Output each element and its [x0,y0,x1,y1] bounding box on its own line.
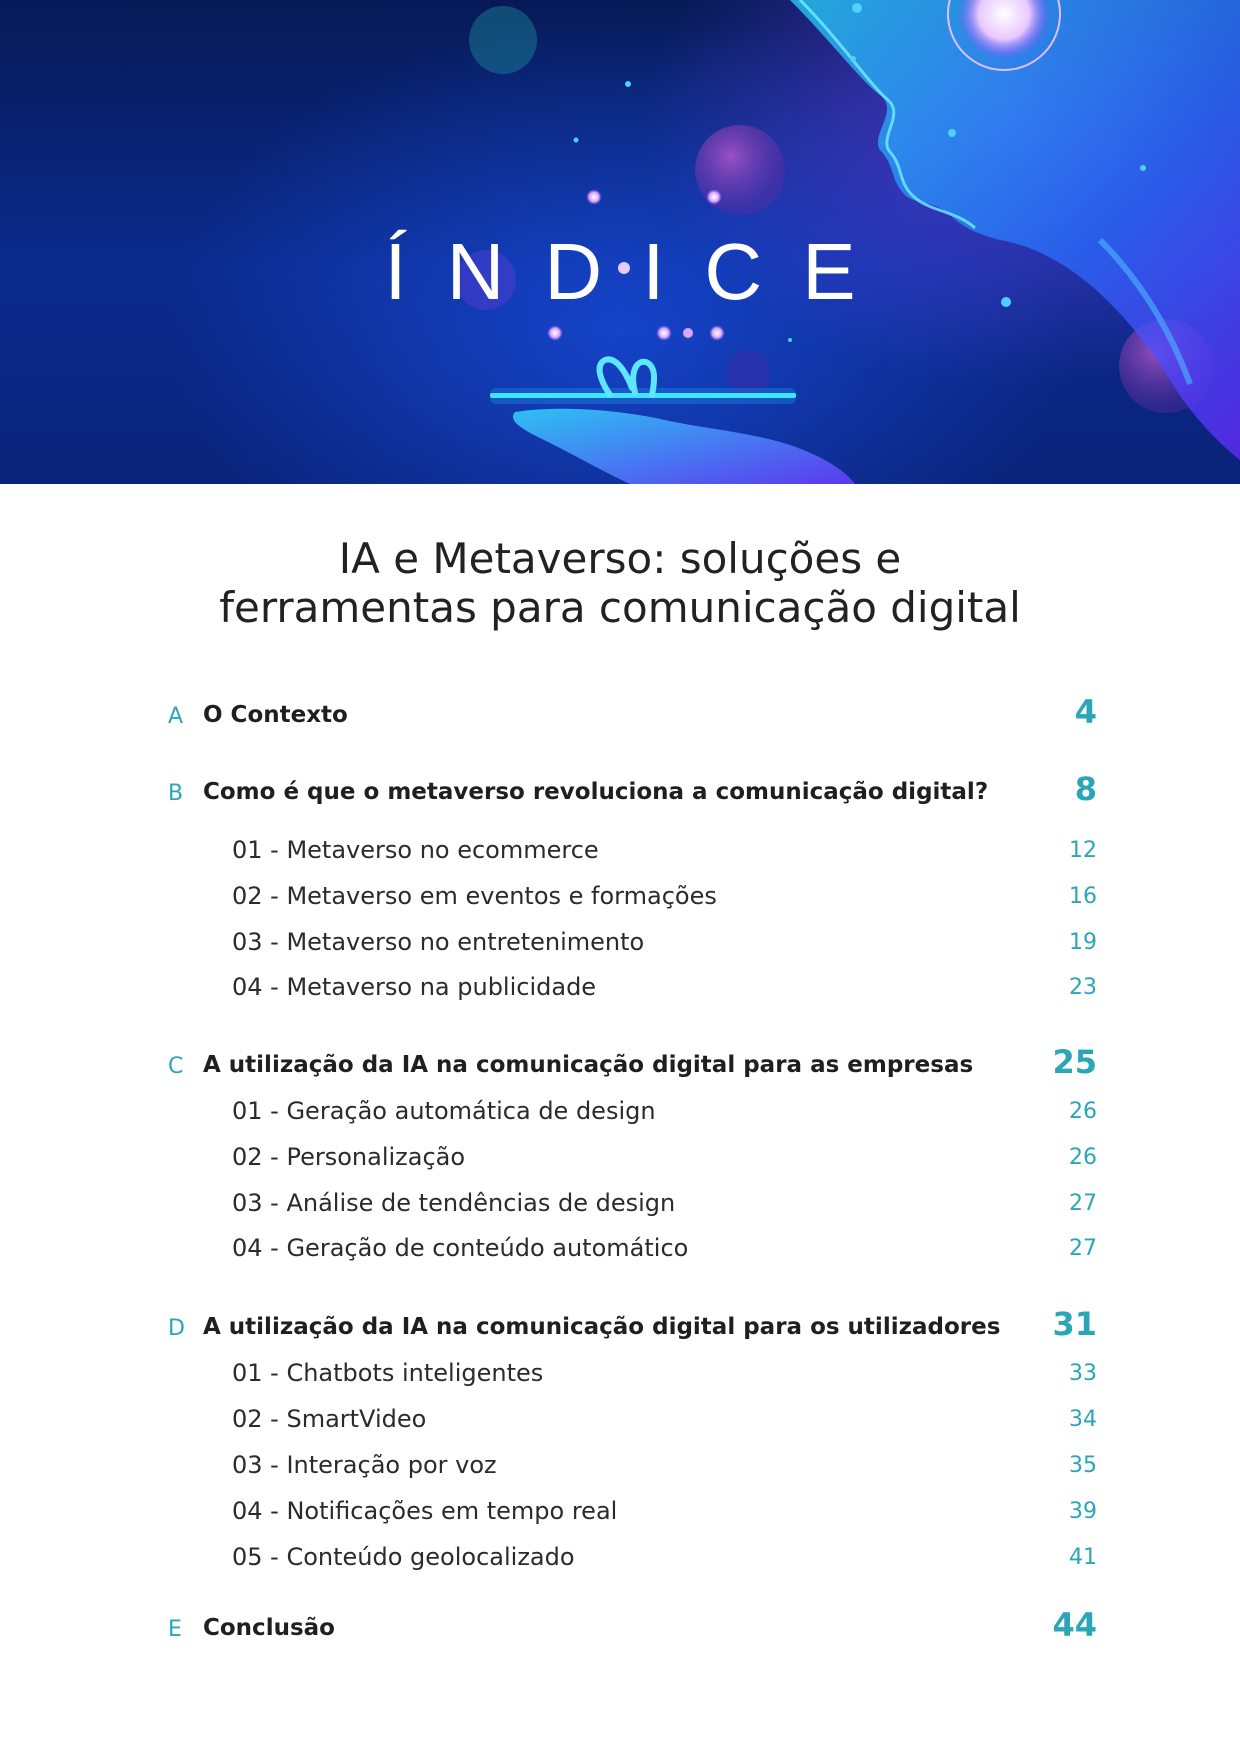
item-page: 41 [1069,1545,1097,1570]
item-page: 26 [1069,1099,1097,1124]
item-page: 19 [1069,930,1097,955]
item-page: 23 [1069,975,1097,1000]
section-page: 25 [1052,1043,1097,1081]
item-title: 04 - Geração de conteúdo automático [232,1234,689,1262]
item-title: 01 - Metaverso no ecommerce [232,836,599,864]
section-letter: C [168,1054,184,1079]
document-title [0,534,1240,632]
item-page: 35 [1069,1453,1097,1478]
item-page: 39 [1069,1499,1097,1524]
item-title: 01 - Chatbots inteligentes [232,1359,544,1387]
item-page: 12 [1069,838,1097,863]
section-title: Como é que o metaverso revoluciona a comunicação digital? [203,779,989,805]
document-title-line-1: IA e Metaverso: soluções e [338,534,902,583]
section-page: 4 [1074,693,1097,731]
item-page: 26 [1069,1145,1097,1170]
item-title: 02 - Personalização [232,1143,466,1171]
item-title: 04 - Notificações em tempo real [232,1497,618,1525]
section-letter: A [168,704,184,729]
item-title: 02 - SmartVideo [232,1405,427,1433]
item-page: 16 [1069,884,1097,909]
section-title: O Contexto [203,702,348,728]
item-page: 27 [1069,1236,1097,1261]
section-page: 8 [1074,770,1097,808]
item-title: 03 - Interação por voz [232,1451,497,1479]
section-title: Conclusão [203,1615,335,1641]
section-letter: E [168,1617,182,1642]
document-title-line-2: ferramentas para comunicação digital [219,583,1021,632]
item-title: 05 - Conteúdo geolocalizado [232,1543,575,1571]
item-page: 27 [1069,1191,1097,1216]
section-title: A utilização da IA na comunicação digital para os utilizadores [203,1314,1001,1340]
item-page: 34 [1069,1407,1097,1432]
hero-banner [0,0,1240,484]
item-title: 03 - Metaverso no entretenimento [232,928,645,956]
section-title: A utilização da IA na comunicação digital para as empresas [203,1052,974,1078]
item-title: 04 - Metaverso na publicidade [232,973,597,1001]
section-page: 44 [1052,1606,1097,1644]
index-title: ÍNDICE [384,227,896,316]
item-title: 03 - Análise de tendências de design [232,1189,676,1217]
item-title: 02 - Metaverso em eventos e formações [232,882,717,910]
item-page: 33 [1069,1361,1097,1386]
item-title: 01 - Geração automática de design [232,1097,656,1125]
section-letter: D [168,1316,185,1341]
section-letter: B [168,781,184,806]
section-page: 31 [1052,1305,1097,1343]
